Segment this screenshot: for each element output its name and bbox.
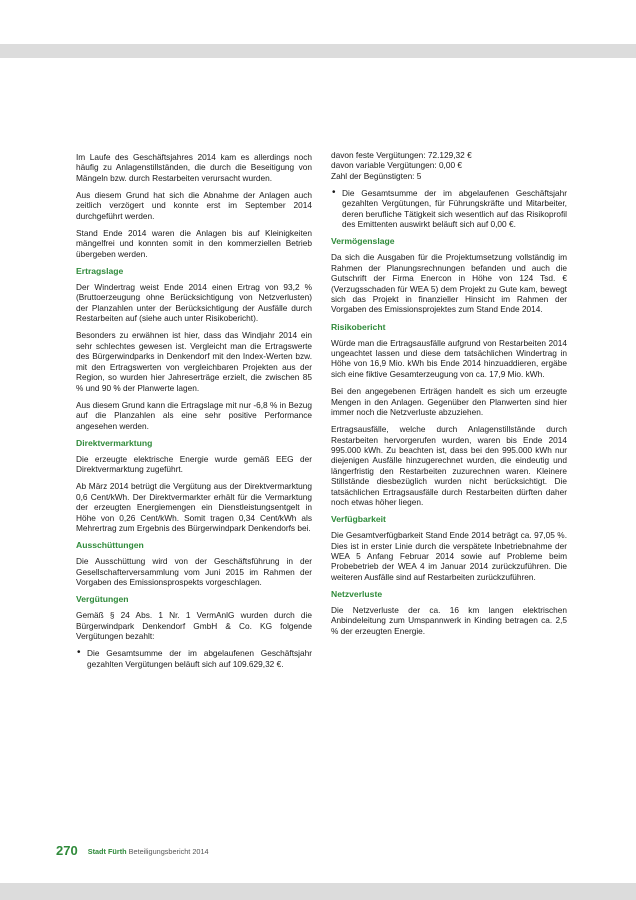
page-number: 270 bbox=[56, 843, 78, 858]
paragraph: Die Netzverluste der ca. 16 km langen elektrischen Anbindeleitung zum Umspannwerk in Kinding betragen ca. 2,5 % der erzeugten Energie. bbox=[331, 604, 567, 636]
footer-report-title: Beteiligungsbericht 2014 bbox=[128, 847, 209, 856]
paragraph: Die erzeugte elektrische Energie wurde gemäß EEG der Direktvermarktung zugeführt. bbox=[76, 453, 312, 475]
list-item: • Die Gesamtsumme der im abgelaufenen Geschäftsjahr gezahlten Vergütungen, für Führungskräfte und Mitarbeiter, deren berufliche Tätigkeit sich wesentlich auf das Risikoprofil des Emittenten auswirkt beläuft sich auf 0,00 €. bbox=[331, 188, 567, 230]
compensation-line: Zahl der Begünstigten: 5 bbox=[331, 170, 422, 181]
paragraph: Aus diesem Grund kann die Ertragslage mit nur -6,8 % in Bezug auf die Planzahlen als eine sehr positive Performance angesehen werden. bbox=[76, 399, 312, 431]
bullet-list bbox=[331, 188, 567, 230]
paragraph: Die Gesamtverfügbarkeit Stand Ende 2014 beträgt ca. 97,05 %. Dies ist in erster Linie durch die verspätete Inbetriebnahme der WEA 5 Anfang Februar 2014 sowie auf Probleme beim Probebetrieb der WEA 4 im Januar 2014 zurückzuführen. Die weiteren Ausfälle sind auf Restarbeiten zurückzuführen. bbox=[331, 530, 567, 582]
left-column bbox=[76, 152, 312, 676]
list-item: • Die Gesamtsumme der im abgelaufenen Geschäftsjahr gezahlten Vergütungen beläuft sich auf 109.629,32 €. bbox=[76, 648, 312, 669]
paragraph: Würde man die Ertragsausfälle aufgrund von Restarbeiten 2014 ungeachtet lassen und diese dem tatsächlichen Windertrag in Höhe von 16,9 Mio. kWh bis Ende 2014 hinzuaddieren, ergäbe sich eine fiktive Gesamterzeugung von ca. 17,9 Mio. kWh. bbox=[331, 337, 567, 379]
paragraph: Aus diesem Grund hat sich die Abnahme der Anlagen auch zeitlich verzögert und konnte erst im September 2014 durchgeführt werden. bbox=[76, 190, 312, 221]
section-heading-risikobericht: Risikobericht bbox=[331, 321, 386, 332]
paragraph: Da sich die Ausgaben für die Projektumsetzung vollständig im Rahmen der Planungsrechnungen befanden und auch die Gutschrift der Firma Enercon in Höhe von 124 Tsd. € (Verzugsschaden für WEA 5) dem Projekt zu Gute kam, bewegt sich das Projekt in finanzieller Hinsicht im Rahmen der Vorgaben des Emissionsprojektes zum Stand Ende 2014. bbox=[331, 252, 567, 315]
paragraph: Im Laufe des Geschäftsjahres 2014 kam es allerdings noch häufig zu Anlagenstillständen, die durch die Beseitigung von Mängeln bzw. durch Restarbeiten verursacht wurden. bbox=[76, 152, 312, 183]
paragraph: Besonders zu erwähnen ist hier, dass das Windjahr 2014 ein sehr schlechtes gewesen ist. Vergleicht man die Ertragswerte des Bürgerwindparks in Denkendorf mit den Index-Werten bzw. mit den Ertragswerten von vergleichbaren Projekten aus der Region, so wurden hier Jahreserträge erzielt, die zwischen 85 % und 90 % der Planwerte lagen. bbox=[76, 330, 312, 393]
paragraph: Ab März 2014 betrügt die Vergütung aus der Direktvermarktung 0,6 Cent/kWh. Der Direktvermarkter erhält für die Vermarktung der erzeugten Energiemengen ein Dienstleistungsentgelt in Höhe von 0,26 Cent/kWh. Somit tragen 0,34 Cent/kWh als Mehrertrag zum Ergebnis des Bürgerwindpark Denkendorfs bei. bbox=[76, 481, 312, 533]
section-heading-verfuegbarkeit: Verfügbarkeit bbox=[331, 514, 386, 525]
paragraph: Gemäß § 24 Abs. 1 Nr. 1 VermAnlG wurden durch die Bürgerwindpark Denkendorf GmbH & Co. KG folgende Vergütungen bezahlt: bbox=[76, 610, 312, 641]
section-heading-vermoegenslage: Vermögenslage bbox=[331, 236, 395, 247]
paragraph: Ertragsausfälle, welche durch Anlagenstillstände durch Restarbeiten hervorgerufen wurden, waren bis Ende 2014 995.000 kWh. Zu beachten ist, dass bei den 995.000 kWh nur diejenigen Ausfälle hinzugerechnet wurden, die eindeutig und längerfristig den Restarbeiten zuzurechnen waren. Kleinere Stillstände diesbezüglich wurden nicht berücksichtigt. Die tatsächlichen Ertragsausfälle durch Restarbeiten dürften daher noch etwas höher liegen. bbox=[331, 424, 567, 507]
paragraph: Bei den angegebenen Erträgen handelt es sich um erzeugte Mengen in den Anlagen. Gegenüber den Planwerten sind hier immer noch die Netzverluste abzuziehen. bbox=[331, 386, 567, 417]
section-heading-ausschuettungen: Ausschüttungen bbox=[76, 540, 144, 551]
compensation-line: davon variable Vergütungen: 0,00 € bbox=[331, 160, 463, 171]
header-band bbox=[0, 44, 636, 58]
section-heading-direktvermarktung: Direktvermarktung bbox=[76, 437, 153, 448]
right-column bbox=[331, 150, 567, 643]
page-footer bbox=[56, 843, 209, 858]
footer-city: Stadt Fürth bbox=[87, 847, 127, 856]
bullet-list bbox=[76, 648, 312, 669]
footer-band bbox=[0, 883, 636, 900]
paragraph: Der Windertrag weist Ende 2014 einen Ertrag von 93,2 % (Bruttoerzeugung ohne Berücksichtigung von Netzverlusten) der Planzahlen unter der Berücksichtigung der Ausfälle durch Restarbeiten auf (siehe auch unter Risikobericht). bbox=[76, 282, 312, 324]
section-heading-ertragslage: Ertragslage bbox=[76, 266, 124, 277]
paragraph: Die Ausschüttung wird von der Geschäftsführung in der Gesellschafterversammlung vom Juni 2015 im Rahmen der Vorgaben des Emissionsprospekts vorgeschlagen. bbox=[76, 556, 312, 587]
compensation-line: davon feste Vergütungen: 72.129,32 € bbox=[331, 150, 472, 160]
section-heading-netzverluste: Netzverluste bbox=[331, 588, 383, 599]
section-heading-verguetungen: Vergütungen bbox=[76, 594, 129, 605]
paragraph: Stand Ende 2014 waren die Anlagen bis auf Kleinigkeiten mängelfrei und konnten somit in den kommerziellen Betrieb übergeben werden. bbox=[76, 228, 312, 259]
